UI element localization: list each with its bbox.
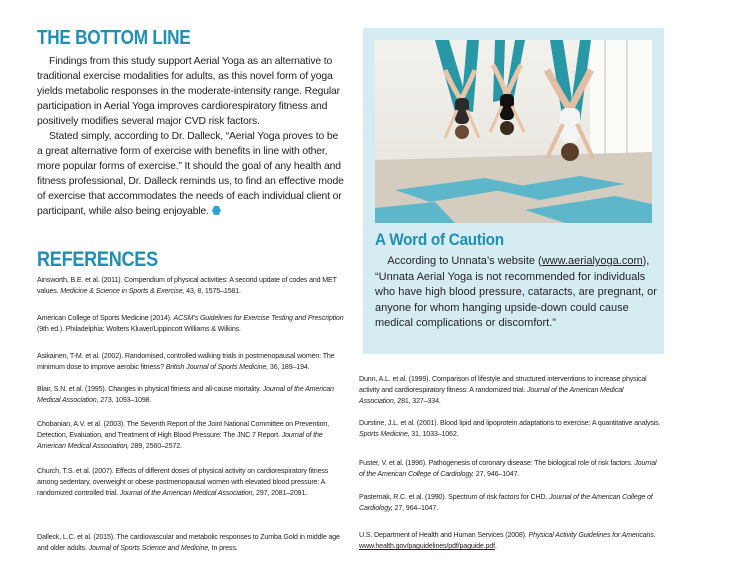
reference-item: Dalleck, L.C. et al. (2015). The cardiovascular and metabolic responses to Zumba Gold in middle age and older adults. Journal of Sports Science and Medicine, In press. bbox=[37, 533, 340, 552]
reference-item: Dunn, A.L. et al. (1999). Comparison of lifestyle and structured interventions to increase physical activity and cardiorespiratory fitness: A randomized trial. Journal of the American Medical Association, 281, 327–334. bbox=[359, 375, 647, 405]
bottom-line-body bbox=[37, 54, 344, 219]
reference-link[interactable]: www.health.gov/paguidelines/pdf/paguide.pdf bbox=[359, 542, 495, 550]
references-heading: REFERENCES bbox=[37, 248, 158, 271]
bottom-line-paragraph-1: Findings from this study support Aerial Yoga as an alternative to traditional exercise modalities for adults, as this novel form of yoga yields metabolic responses in the moderate-intensity range. Regular participation in Aerial Yoga improves cardiorespiratory fitness and positively modifies several major CVD risk factors. bbox=[37, 56, 340, 127]
reference-item: Church, T.S. et al. (2007). Effects of different doses of physical activity on cardiorespiratory fitness among sedentary, overweight or obese postmenopausal women with elevated blood pressure: A randomized controlled trial. Journal of the American Medical Association, 297, 2081–2091. bbox=[37, 467, 329, 497]
reference-item: Pasternak, R.C. et al. (1990). Spectrum of risk factors for CHD. Journal of the American College of Cardiology, 27, 964–1047. bbox=[359, 493, 653, 512]
reference-item: U.S. Department of Health and Human Services (2008). Physical Activity Guidelines for Americans. www.health.gov/paguidelines/pdf/paguide.pdf. bbox=[359, 531, 656, 550]
hexagon-end-mark-icon bbox=[212, 206, 221, 215]
caution-body: According to Unnata’s website (www.aerialyoga.com), “Unnata Aerial Yoga is not recommended for individuals who have high blood pressure, cataracts, are pregnant, or anyone for whom hanging upside-down could cause medical complications or discomfort.” bbox=[375, 255, 657, 329]
reference-item: Chobanian, A.V. et al. (2003). The Seventh Report of the Joint National Committee on Prevention, Detection, Evaluation, and Treatment of High Blood Pressure: The JNC 7 Report. Journal of the American Medical Association, 289, 2560–2572. bbox=[37, 420, 329, 450]
caution-heading: A Word of Caution bbox=[375, 230, 504, 249]
bottom-line-heading: THE BOTTOM LINE bbox=[37, 27, 191, 49]
reference-item: Fuster, V. et al. (1996). Pathogenesis of coronary disease: The biological role of risk factors. Journal of the American College of Cardiology, 27, 946–1047. bbox=[359, 459, 657, 478]
aerialyoga-link[interactable]: www.aerialyoga.com bbox=[541, 255, 643, 267]
bottom-line-paragraph-2-text: Stated simply, according to Dr. Dalleck, “Aerial Yoga proves to be a great alternative form of exercise with benefits in line with other, more popular forms of exercise.” It should the goal of any health and fitness professional, Dr. Dalleck reminds us, to find an effective mode of exercise that accommodates the needs of each individual client or participant, while also being enjoyable. bbox=[37, 131, 344, 217]
reference-item: Ainsworth, B.E. et al. (2011). Compendium of physical activities: A second update of codes and MET values. Medicine & Science in Sports & Exercise, 43, 8, 1575–1581. bbox=[37, 276, 337, 295]
reference-item: Blair, S.N. et al. (1995). Changes in physical fitness and all-cause mortality. Journal of the American Medical Association, 273, 1093–1098. bbox=[37, 385, 334, 404]
aerial-yoga-photo bbox=[375, 40, 652, 223]
bottom-line-paragraph-2 bbox=[37, 129, 344, 219]
reference-item: American College of Sports Medicine (2014). ACSM’s Guidelines for Exercise Testing and Prescription (9th ed.). Philadelphia: Wolters Kluwer/Lippincott Williams & Wilkins. bbox=[37, 314, 344, 333]
reference-item: Asikainen, T-M. et al. (2002). Randomised, controlled walking trials in postmenopausal women: The minimum dose to improve aerobic fitness? British Journal of Sports Medicine, 36, 189–194. bbox=[37, 352, 335, 371]
reference-item: Durstine, J.L. et al. (2001). Blood lipid and lipoprotein adaptations to exercise: A quantitative analysis. Sports Medicine, 31, 1033–1062. bbox=[359, 419, 661, 438]
